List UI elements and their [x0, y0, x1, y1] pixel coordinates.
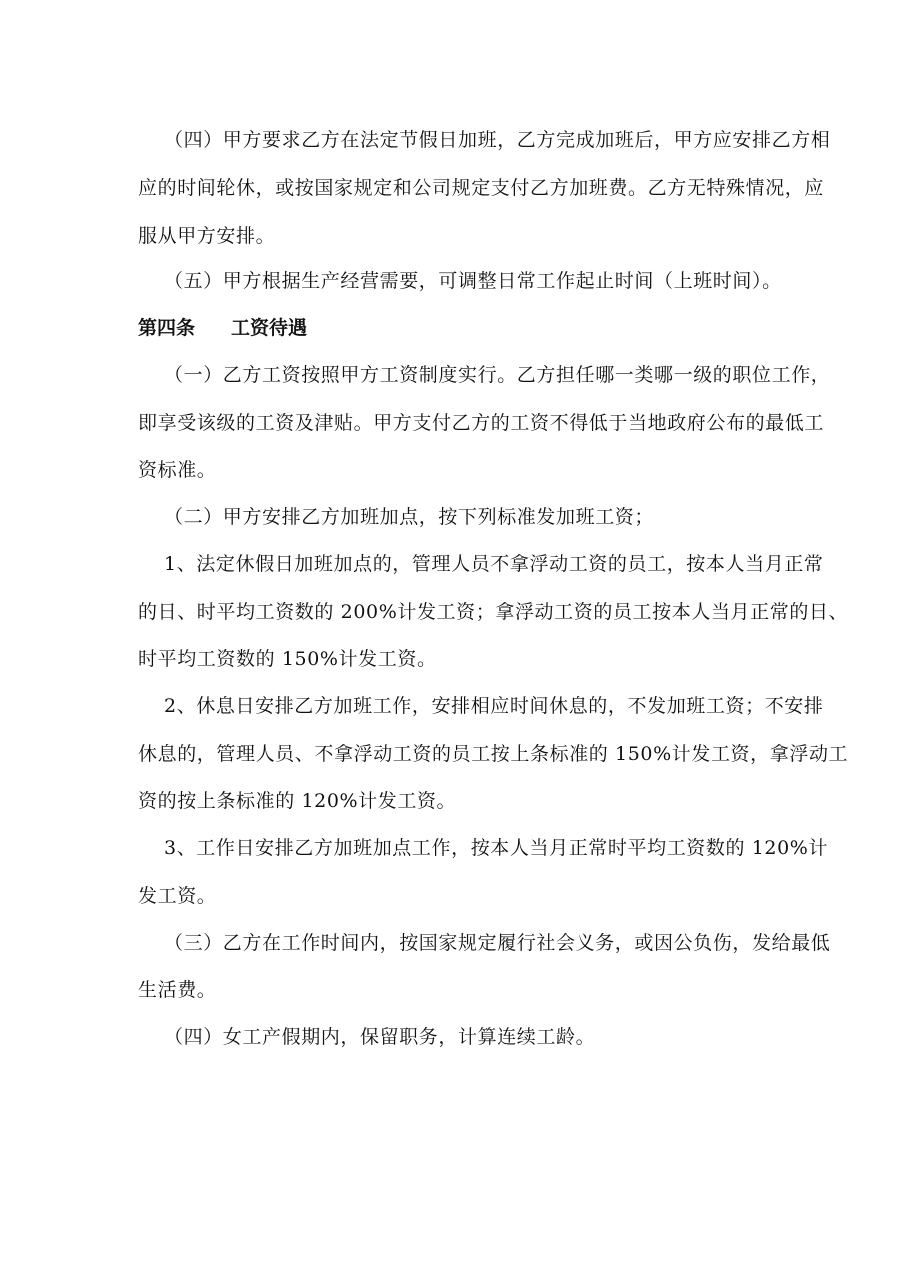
paragraph-line: （五）甲方根据生产经营需要，可调整日常工作起止时间（上班时间）。: [164, 270, 782, 292]
paragraph-line: 的日、时平均工资数的 200%计发工资；拿浮动工资的员工按本人当月正常的日、: [138, 601, 849, 623]
paragraph-line: 休息的，管理人员、不拿浮动工资的员工按上条标准的 150%计发工资，拿浮动工: [138, 743, 849, 765]
paragraph-line: 应的时间轮休，或按国家规定和公司规定支付乙方加班费。乙方无特殊情况，应: [138, 177, 825, 199]
paragraph-line: 资的按上条标准的 120%计发工资。: [138, 790, 457, 812]
paragraph-line: （一）乙方工资按照甲方工资制度实行。乙方担任哪一类哪一级的职位工作，: [164, 364, 831, 386]
paragraph-line: 即享受该级的工资及津贴。甲方支付乙方的工资不得低于当地政府公布的最低工: [138, 412, 825, 434]
article-title: 工资待遇: [231, 317, 308, 339]
paragraph-line: （二）甲方安排乙方加班加点，按下列标准发加班工资；: [164, 506, 655, 528]
paragraph-line: 2、休息日安排乙方加班工作，安排相应时间休息的，不发加班工资；不安排: [164, 695, 824, 717]
paragraph-line: 时平均工资数的 150%计发工资。: [138, 648, 437, 670]
paragraph-line: 发工资。: [138, 885, 217, 907]
paragraph-line: 1、法定休假日加班加点的，管理人员不拿浮动工资的员工，按本人当月正常: [164, 553, 824, 575]
paragraph-line: 服从甲方安排。: [138, 225, 276, 247]
paragraph-line: 资标准。: [138, 459, 217, 481]
paragraph-line: 3、工作日安排乙方加班加点工作，按本人当月正常时平均工资数的 120%计: [164, 837, 829, 859]
paragraph-line: 生活费。: [138, 979, 217, 1001]
article-heading: [138, 316, 307, 340]
paragraph-line: （四）甲方要求乙方在法定节假日加班，乙方完成加班后，甲方应安排乙方相: [164, 129, 831, 151]
article-number: 第四条: [138, 317, 196, 339]
paragraph-line: （四）女工产假期内，保留职务，计算连续工龄。: [164, 1026, 596, 1048]
paragraph-line: （三）乙方在工作时间内，按国家规定履行社会义务，或因公负伤，发给最低: [164, 932, 831, 954]
